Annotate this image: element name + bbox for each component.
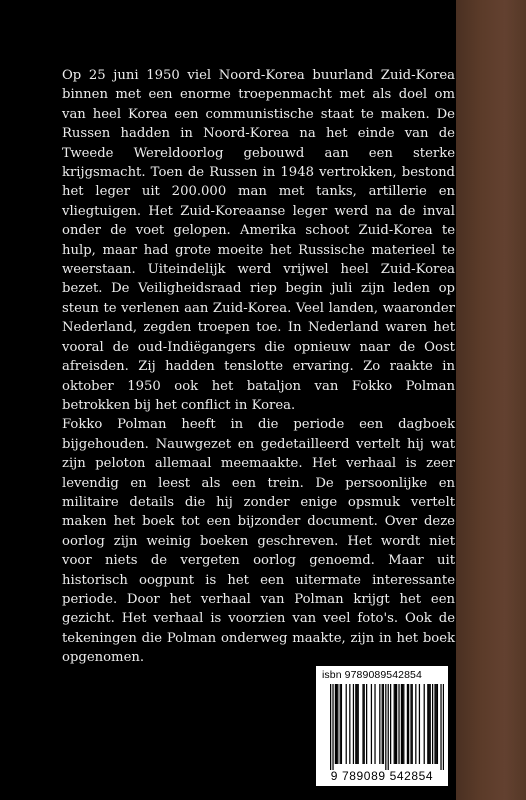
blurb-paragraph-2: Fokko Polman heeft in die periode een dagboek bijgehouden. Nauwgezet en gedetailleerd vertelt hij wat zijn peloton allemaal meemaakte. Het verhaal is zeer levendig en leest als een trein. De persoonlijke en militaire details die hij zonder enige opsmuk vertelt maken het boek tot een bijzonder document. Over deze oorlog zijn weinig boeken geschreven. Het wordt niet voor niets de vergeten oorlog genoemd. Maar uit historisch oogpunt is het een uitermate interessante periode. Door het verhaal van Polman krijgt het een gezicht. Het verhaal is voorzien van veel foto's. Ook de tekeningen die Polman onderweg maakte, zijn in het boek opgenomen. [62, 417, 455, 666]
barcode-bar [366, 684, 367, 764]
barcode-bar [330, 684, 331, 770]
barcode-bar [415, 684, 416, 764]
barcode-bar [364, 684, 365, 764]
barcode-bar [436, 684, 437, 764]
barcode-bar [419, 684, 420, 764]
barcode-bar [358, 684, 359, 764]
barcode-bar [356, 684, 357, 764]
barcode-bar [385, 684, 386, 770]
barcode-bar [403, 684, 404, 764]
barcode-bar [340, 684, 341, 764]
book-spine [456, 0, 526, 800]
barcode-bar [424, 684, 425, 764]
barcode-bar [388, 684, 389, 770]
barcode-bar [408, 684, 409, 764]
barcode-bar [371, 684, 372, 764]
barcode-bar [407, 684, 408, 764]
barcode-graphic [320, 684, 444, 770]
barcode-bar [443, 684, 444, 770]
barcode-bar [398, 684, 399, 764]
barcode-bar [428, 684, 429, 764]
barcode-bar [390, 684, 391, 764]
barcode-bar [396, 684, 397, 764]
barcode-bar [430, 684, 431, 764]
barcode-bar [346, 684, 347, 764]
barcode-bar [341, 684, 342, 764]
barcode-bar [383, 684, 384, 764]
barcode-bar [440, 684, 441, 770]
barcode-bar [336, 684, 337, 764]
barcode-bar [379, 684, 380, 764]
barcode-bar [374, 684, 375, 764]
isbn-barcode-block [316, 666, 448, 786]
barcode-bar [410, 684, 411, 764]
barcode-bar [337, 684, 338, 764]
barcode-digits: 9 789089 542854 [330, 769, 434, 783]
barcode-bar [353, 684, 354, 764]
barcode-bar [437, 684, 438, 764]
barcode-bar [427, 684, 428, 764]
barcode-bar [394, 684, 395, 764]
barcode-bar [382, 684, 383, 764]
barcode-bar [335, 684, 336, 764]
barcode-bar [412, 684, 413, 764]
barcode-bar [355, 684, 356, 764]
barcode-bar [332, 684, 333, 770]
barcode-bar [402, 684, 403, 764]
barcode-bar [362, 684, 363, 764]
back-cover-blurb [62, 66, 455, 668]
barcode-bar [395, 684, 396, 764]
isbn-label: isbn 9789089542854 [322, 669, 422, 681]
barcode-bar [349, 684, 350, 764]
barcode-bar [432, 684, 433, 764]
barcode-bar [401, 684, 402, 764]
blurb-paragraph-1: Op 25 juni 1950 viel Noord-Korea buurland Zuid-Korea binnen met een enorme troepenmacht met als doel om van heel Korea een communistische staat te maken. De Russen hadden in Noord-Korea na het einde van de Tweede Wereldoorlog gebouwd aan een sterke krijgsmacht. Toen de Russen in 1948 vertrokken, bestond het leger uit 200.000 man met tanks, artillerie en vliegtuigen. Het Zuid-Koreaanse leger werd na de inval onder de voet gelopen. Amerika schoot Zuid-Korea te hulp, maar had grote moeite het Russische materieel te weerstaan. Uiteindelijk werd vrijwel heel Zuid-Korea bezet. De Veiligheidsraad riep begin juli zijn leden op steun te verlenen aan Zuid-Korea. Veel landen, waaronder Nederland, zegden troepen toe. In Nederland waren het vooral de oud-Indiëgangers die opnieuw naar de Oost afreisden. Zij hadden tenslotte ervaring. Zo raakte in oktober 1950 ook het bataljon van Fokko Polman betrokken bij het conflict in Korea. [62, 68, 455, 413]
barcode-bar [434, 684, 435, 764]
